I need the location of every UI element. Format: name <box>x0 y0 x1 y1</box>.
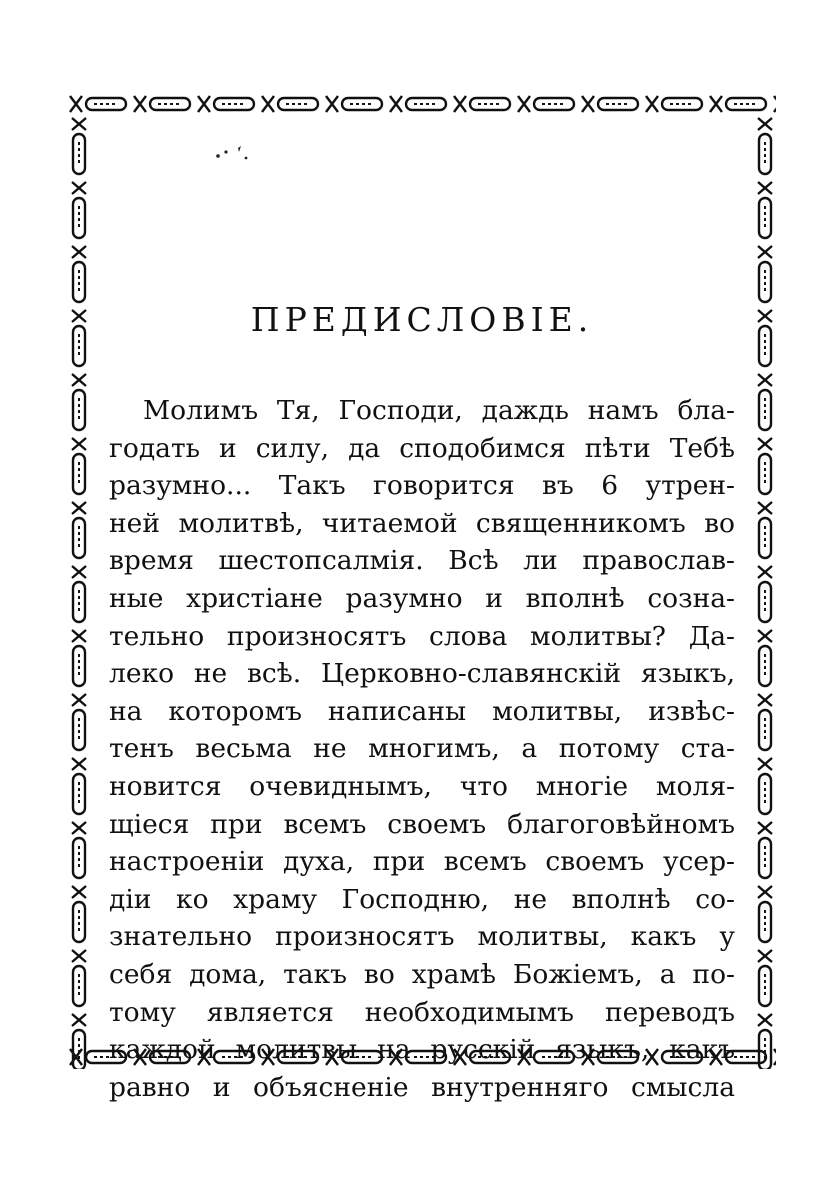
ornamental-border-top <box>68 92 776 116</box>
text-line: время шестопсалмія. Всѣ ли православ- <box>109 545 735 577</box>
page-title: ПРЕДИСЛОВІЕ. <box>250 300 594 339</box>
text-line: себя дома, такъ во храмѣ Божіемъ, а по- <box>109 958 735 990</box>
text-line: Молимъ Тя, Господи, даждь намъ бла- <box>143 395 735 426</box>
text-line: ней молитвѣ, читаемой священникомъ во <box>109 507 735 539</box>
text-line: каждой молитвы на русскій языкъ, какъ <box>109 1034 735 1066</box>
ornamental-border-left <box>68 92 90 1069</box>
text-line: настроеніи духа, при всемъ своемъ усер- <box>109 846 735 878</box>
text-line: ные христіане разумно и вполнѣ созна- <box>109 582 735 614</box>
text-line: новится очевиднымъ, что многіе моля- <box>109 770 735 802</box>
text-line: знательно произносятъ молитвы, какъ у <box>109 921 735 953</box>
text-line: тому является необходимымъ переводъ <box>109 996 735 1028</box>
text-line: леко не всѣ. Церковно-славянскій языкъ, <box>109 658 735 690</box>
text-line: тельно произносятъ слова молитвы? Да- <box>109 620 735 652</box>
ornamental-border-right <box>754 92 776 1069</box>
text-line: діи ко храму Господню, не вполнѣ со- <box>109 883 735 915</box>
text-line: тенъ весьма не многимъ, а потому ста- <box>109 733 735 765</box>
text-line: разумно... Такъ говорится въ 6 утрен- <box>109 470 735 502</box>
preface-paragraph <box>109 392 735 1106</box>
text-line: годать и силу, да сподобимся пѣти Тебѣ <box>109 432 735 464</box>
text-line: на которомъ написаны молитвы, извѣс- <box>109 695 735 727</box>
ink-specks <box>210 138 260 168</box>
text-line: равно и объясненіе внутренняго смысла <box>109 1071 735 1103</box>
text-line: щіеся при всемъ своемъ благоговѣйномъ <box>109 808 735 840</box>
